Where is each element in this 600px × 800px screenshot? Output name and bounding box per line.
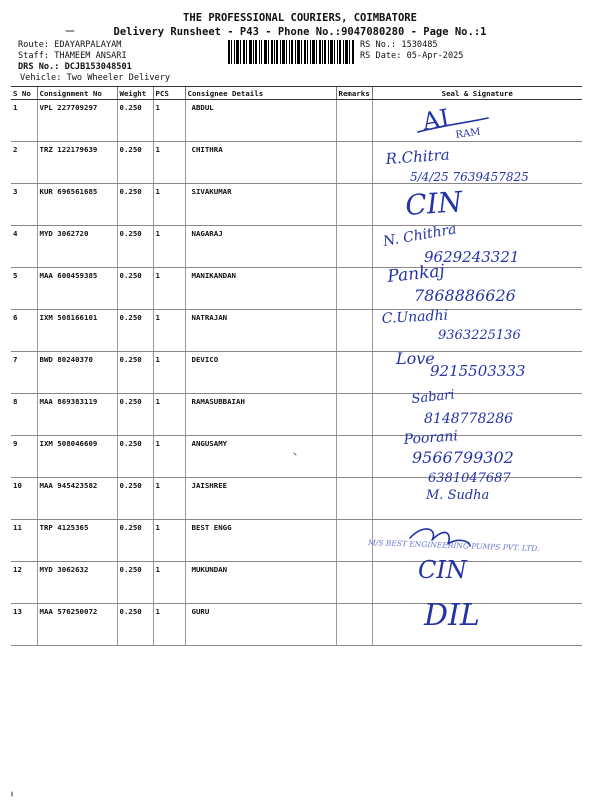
consignment-cell: TRP 4125365 — [37, 520, 117, 562]
weight-cell: 0.250 — [117, 604, 153, 646]
signature-5: Pankaj — [386, 261, 446, 287]
remarks-cell — [336, 184, 372, 226]
table-row — [11, 562, 582, 604]
sno-cell: 7 — [11, 352, 37, 394]
col-header-sno: S No — [11, 87, 37, 100]
signature-1: AI — [420, 103, 452, 136]
consignment-cell: KUR 696561685 — [37, 184, 117, 226]
table-row — [11, 394, 582, 436]
pcs-cell: 1 — [153, 478, 185, 520]
col-header-weight: Weight — [117, 87, 153, 100]
pcs-cell: 1 — [153, 352, 185, 394]
consignment-cell: MYD 3062720 — [37, 226, 117, 268]
company-stamp: M/S BEST ENGINEERING PUMPS PVT. LTD. — [367, 538, 540, 553]
signature-7-note: 9215503333 — [430, 362, 526, 380]
barcode — [228, 40, 354, 64]
table-row — [11, 520, 582, 562]
consignment-cell: MAA 576250072 — [37, 604, 117, 646]
staff-label: Staff: THAMEEM ANSARI — [18, 51, 127, 61]
weight-cell: 0.250 — [117, 142, 153, 184]
remarks-cell — [336, 394, 372, 436]
consignment-cell: IXM 508046609 — [37, 436, 117, 478]
signature-9-note: 9566799302 — [412, 448, 514, 467]
col-header-remarks: Remarks — [336, 87, 372, 100]
consignee-cell: MANIKANDAN — [185, 268, 336, 310]
weight-cell: 0.250 — [117, 100, 153, 142]
consignment-cell: TRZ 122179639 — [37, 142, 117, 184]
remarks-cell — [336, 520, 372, 562]
sno-cell: 4 — [11, 226, 37, 268]
consignee-cell: DEVICO — [185, 352, 336, 394]
remarks-cell — [336, 100, 372, 142]
weight-cell: 0.250 — [117, 310, 153, 352]
vehicle-label: Vehicle: Two Wheeler Delivery — [20, 73, 171, 83]
pcs-cell: 1 — [153, 226, 185, 268]
table-header-row — [11, 87, 582, 100]
pcs-cell: 1 — [153, 436, 185, 478]
signature-2-note: 5/4/25 7639457825 — [410, 170, 529, 184]
signature-cell — [372, 100, 582, 142]
pcs-cell: 1 — [153, 268, 185, 310]
consignee-cell: ANGUSAMY — [185, 436, 336, 478]
signature-10: 6381047687 — [428, 471, 511, 486]
consignee-cell: GURU — [185, 604, 336, 646]
table-row — [11, 268, 582, 310]
col-header-pcs: PCS — [153, 87, 185, 100]
table-row — [11, 310, 582, 352]
consignment-cell: MAA 945423582 — [37, 478, 117, 520]
signature-9: Poorani — [403, 428, 459, 448]
consignee-cell: CHITHRA — [185, 142, 336, 184]
pcs-cell: 1 — [153, 142, 185, 184]
signature-cell — [372, 142, 582, 184]
sno-cell: 6 — [11, 310, 37, 352]
pcs-cell: 1 — [153, 562, 185, 604]
pcs-cell: 1 — [153, 184, 185, 226]
signature-cell — [372, 226, 582, 268]
remarks-cell — [336, 310, 372, 352]
table-row — [11, 184, 582, 226]
sno-cell: 11 — [11, 520, 37, 562]
sno-cell: 12 — [11, 562, 37, 604]
table-row — [11, 604, 582, 646]
sno-cell: 1 — [11, 100, 37, 142]
signature-8-note: 8148778286 — [424, 411, 514, 427]
consignment-cell: BWD 80240370 — [37, 352, 117, 394]
weight-cell: 0.250 — [117, 394, 153, 436]
consignee-cell: SIVAKUMAR — [185, 184, 336, 226]
signature-cell — [372, 604, 582, 646]
signature-6: C.Unadhi — [381, 307, 449, 327]
remarks-cell — [336, 436, 372, 478]
signature-5-note: 7868886626 — [414, 286, 516, 305]
consignee-cell: RAMASUBBAIAH — [185, 394, 336, 436]
remarks-cell — [336, 268, 372, 310]
remarks-cell — [336, 226, 372, 268]
remarks-cell — [336, 142, 372, 184]
remarks-cell — [336, 562, 372, 604]
pcs-cell: 1 — [153, 604, 185, 646]
sno-cell: 5 — [11, 268, 37, 310]
signature-7: Love — [396, 349, 435, 368]
remarks-cell — [336, 604, 372, 646]
weight-cell: 0.250 — [117, 184, 153, 226]
consignee-cell: NAGARAJ — [185, 226, 336, 268]
signature-cell — [372, 268, 582, 310]
sno-cell: 9 — [11, 436, 37, 478]
signature-3: CIN — [404, 185, 464, 222]
weight-cell: 0.250 — [117, 352, 153, 394]
table-row — [11, 226, 582, 268]
rs-number: RS No.: 1530485 — [360, 40, 438, 50]
consignment-cell: MYD 3062632 — [37, 562, 117, 604]
signature-10-note: M. Sudha — [426, 488, 490, 503]
sno-cell: 8 — [11, 394, 37, 436]
sno-cell: 13 — [11, 604, 37, 646]
runsheet-title: Delivery Runsheet - P43 - Phone No.:9047080280 - Page No.:1 — [113, 26, 487, 38]
signature-cell — [372, 562, 582, 604]
weight-cell: 0.250 — [117, 478, 153, 520]
pcs-cell: 1 — [153, 520, 185, 562]
signature-12: CIN — [418, 556, 467, 584]
rs-date: RS Date: 05-Apr-2025 — [360, 51, 464, 61]
consignment-cell: VPL 227709297 — [37, 100, 117, 142]
table-row — [11, 436, 582, 478]
signature-13: DIL — [424, 598, 480, 633]
pcs-cell: 1 — [153, 394, 185, 436]
signature-8: Sabari — [410, 387, 456, 407]
signature-cell — [372, 184, 582, 226]
route-label: Route: EDAYARPALAYAM — [18, 40, 122, 50]
runsheet-table — [11, 86, 582, 646]
pcs-cell: 1 — [153, 310, 185, 352]
signature-cell — [372, 307, 582, 352]
signature-6-note: 9363225136 — [438, 328, 521, 343]
col-header-consignee: Consignee Details — [185, 87, 336, 100]
table-row — [11, 478, 582, 520]
weight-cell: 0.250 — [117, 520, 153, 562]
col-header-signature: Seal & Signature — [372, 87, 582, 100]
consignment-cell: MAA 600459385 — [37, 268, 117, 310]
col-header-consignment: Consignment No — [37, 87, 117, 100]
signature-2: R.Chitra — [385, 145, 451, 168]
signature-4: N. Chithra — [381, 221, 458, 250]
consignee-cell: NATRAJAN — [185, 310, 336, 352]
consignee-cell: MUKUNDAN — [185, 562, 336, 604]
consignment-cell: MAA 869383119 — [37, 394, 117, 436]
table-row — [11, 352, 582, 394]
sno-cell: 2 — [11, 142, 37, 184]
consignee-cell: ABDUL — [185, 100, 336, 142]
remarks-cell — [336, 478, 372, 520]
weight-cell: 0.250 — [117, 226, 153, 268]
table-row — [11, 100, 582, 142]
company-title: THE PROFESSIONAL COURIERS, COIMBATORE — [183, 12, 417, 24]
signature-cell — [372, 352, 582, 394]
weight-cell: 0.250 — [117, 268, 153, 310]
signature-cell — [372, 394, 582, 436]
consignment-cell: IXM 508166101 — [37, 310, 117, 352]
signature-cell — [372, 436, 582, 478]
signature-cell — [372, 478, 582, 520]
signature-cell — [372, 520, 582, 562]
weight-cell: 0.250 — [117, 436, 153, 478]
signature-1-note: RAM — [454, 126, 482, 141]
consignee-cell: JAISHREE — [185, 478, 336, 520]
sno-cell: 10 — [11, 478, 37, 520]
signature-4-note: 9629243321 — [424, 248, 520, 266]
remarks-cell — [336, 352, 372, 394]
drs-number: DRS No.: DCJB153048501 — [18, 62, 132, 72]
pcs-cell: 1 — [153, 100, 185, 142]
sno-cell: 3 — [11, 184, 37, 226]
weight-cell: 0.250 — [117, 562, 153, 604]
table-row — [11, 142, 582, 184]
consignee-cell: BEST ENGG — [185, 520, 336, 562]
